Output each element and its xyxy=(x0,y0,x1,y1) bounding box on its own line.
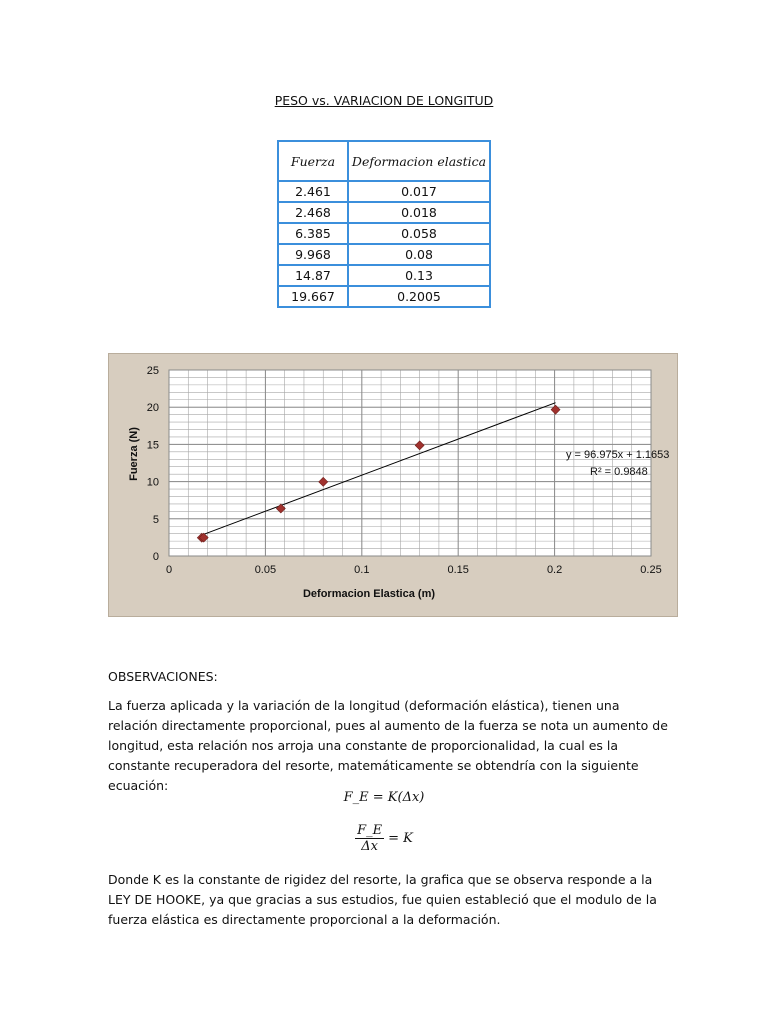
trendline-r2-label: R² = 0.9848 xyxy=(590,466,648,478)
table-header-row xyxy=(278,141,490,181)
cell-deformacion: 0.13 xyxy=(348,265,490,286)
cell-deformacion: 0.017 xyxy=(348,181,490,202)
y-tick-label: 25 xyxy=(146,365,159,377)
table-row xyxy=(278,244,490,265)
y-tick-label: 0 xyxy=(152,551,159,563)
cell-fuerza: 9.968 xyxy=(278,244,348,265)
cell-fuerza: 6.385 xyxy=(278,223,348,244)
x-tick-label: 0.05 xyxy=(254,564,277,576)
cell-fuerza: 2.468 xyxy=(278,202,348,223)
y-tick-label: 15 xyxy=(146,439,159,452)
trendline-equation-label: y = 96.975x + 1.1653 xyxy=(566,449,670,461)
equation-1 xyxy=(0,790,768,805)
equation-2 xyxy=(0,823,768,854)
cell-fuerza: 2.461 xyxy=(278,181,348,202)
observations-heading: OBSERVACIONES: xyxy=(108,669,218,684)
equation-2-rhs: = K xyxy=(388,831,413,846)
table-row xyxy=(278,181,490,202)
plot-area xyxy=(169,370,651,556)
equation-2-fraction xyxy=(355,823,384,854)
document-title: PESO vs. VARIACION DE LONGITUD xyxy=(274,93,494,108)
data-table xyxy=(277,140,491,308)
scatter-chart xyxy=(109,354,677,616)
x-tick-label: 0.1 xyxy=(354,564,370,576)
cell-deformacion: 0.08 xyxy=(348,244,490,265)
header-fuerza: Fuerza xyxy=(278,141,348,181)
y-tick-label: 20 xyxy=(146,402,159,415)
x-tick-label: 0.15 xyxy=(447,564,469,576)
x-axis-label: Deformacion Elastica (m) xyxy=(302,588,436,600)
y-tick-label: 5 xyxy=(152,513,159,526)
table-row xyxy=(278,223,490,244)
cell-deformacion: 0.018 xyxy=(348,202,490,223)
x-tick-label: 0.25 xyxy=(640,564,662,576)
cell-fuerza: 19.667 xyxy=(278,286,348,307)
cell-deformacion: 0.058 xyxy=(348,223,490,244)
y-axis-label: Fuerza (N) xyxy=(128,427,140,481)
x-tick-label: 0.2 xyxy=(546,564,563,576)
equation-2-denominator: Δx xyxy=(361,839,378,854)
paragraph-2: Donde K es la constante de rigidez del resorte, la grafica que se observa responde a la LEY DE HOOKE, ya que gracias a sus estudios, fue quien estableció que el modulo de la fuerza elástica es directamente proporcional a la deformación. xyxy=(108,872,657,927)
equation-2-numerator: F_E xyxy=(357,823,383,838)
table-row xyxy=(278,286,490,307)
header-deformacion: Deformacion elastica xyxy=(348,141,490,181)
cell-deformacion: 0.2005 xyxy=(348,286,490,307)
paragraph-1: La fuerza aplicada y la variación de la longitud (deformación elástica), tienen una relación directamente proporcional, pues al aumento de la fuerza se nota un aumento de longitud, esta relación nos arroja una constante de proporcionalidad, la cual es la constante recuperadora del resorte, matemáticamente se obtendría con la siguiente ecuación: xyxy=(108,698,668,793)
equation-1-text: F_E = K(Δx) xyxy=(343,790,425,805)
chart-container xyxy=(108,353,678,617)
y-tick-label: 10 xyxy=(146,476,159,489)
cell-fuerza: 14.87 xyxy=(278,265,348,286)
table-row xyxy=(278,265,490,286)
table-row xyxy=(278,202,490,223)
x-tick-label: 0 xyxy=(165,564,173,576)
